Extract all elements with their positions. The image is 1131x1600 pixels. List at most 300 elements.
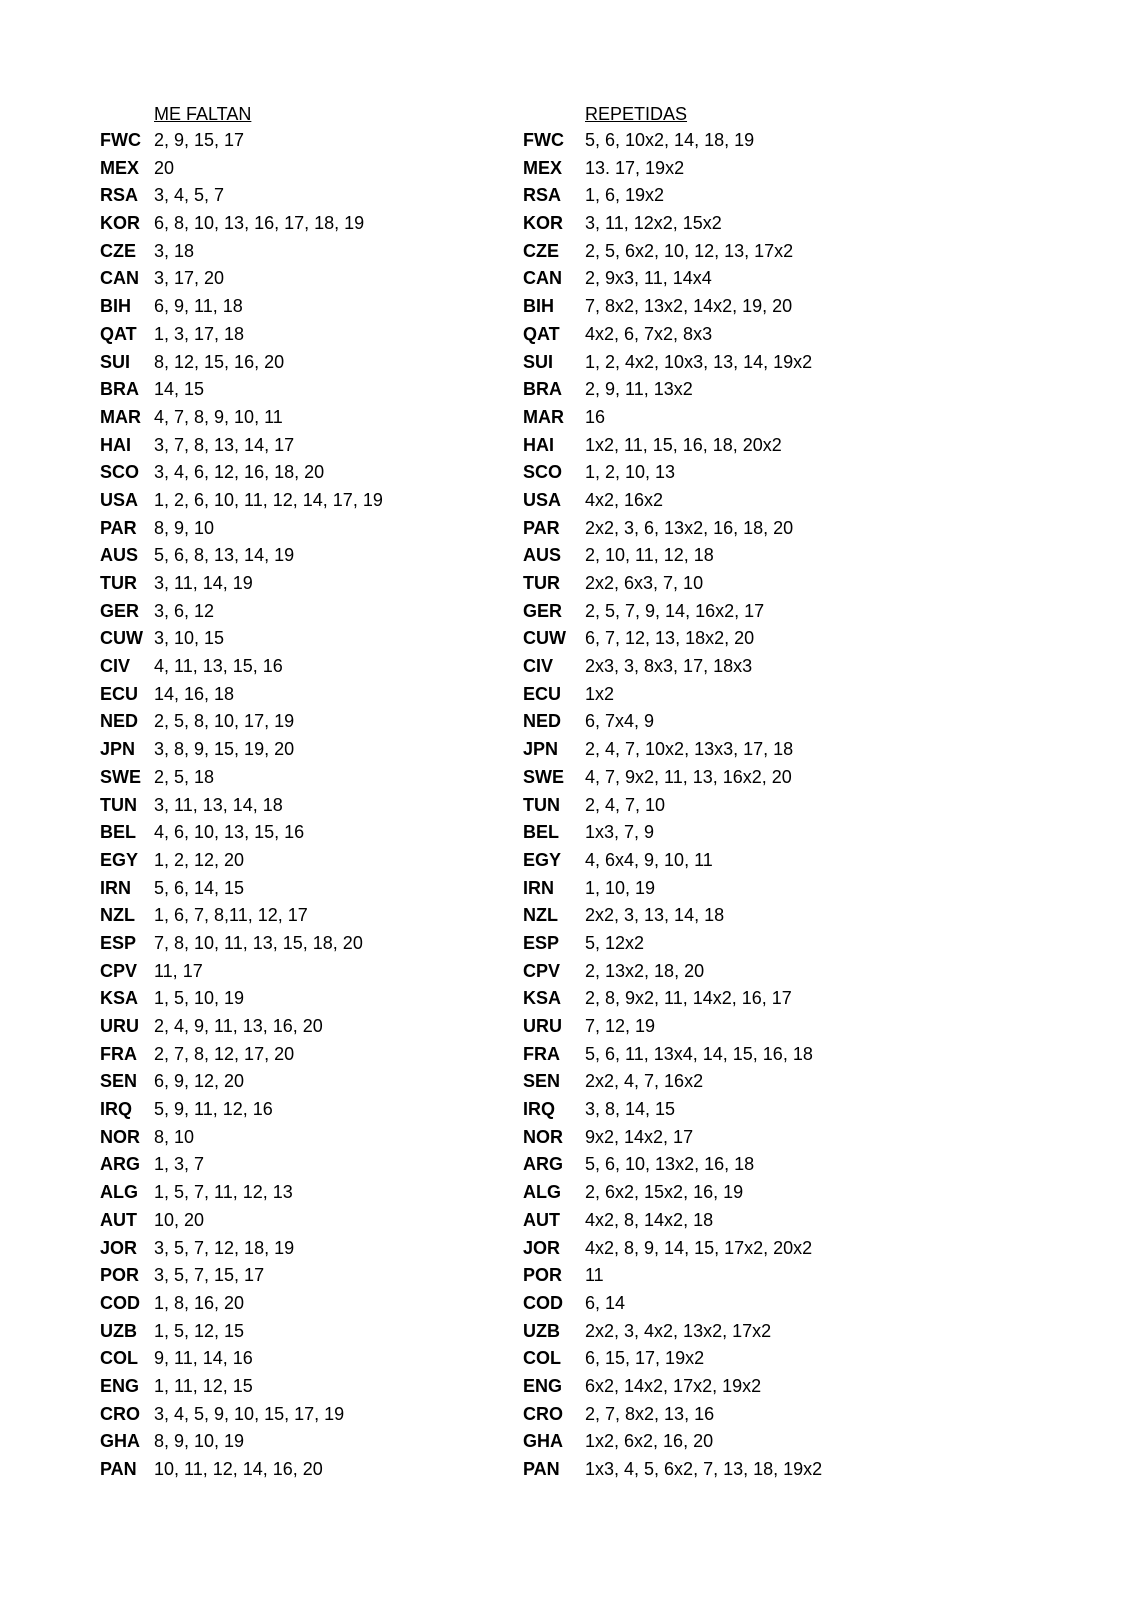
team-code: MAR [523,406,564,427]
list-row [100,1068,383,1096]
list-row [523,1068,822,1096]
list-row [100,1124,383,1152]
team-code: BIH [523,296,554,317]
team-code: PAR [100,517,137,538]
team-code: QAT [100,323,137,344]
sticker-numbers: 7, 8x2, 13x2, 14x2, 19, 20 [585,296,793,317]
list-row [523,847,822,875]
team-code: POR [100,1265,140,1286]
sticker-numbers: 3, 4, 5, 7 [154,185,225,206]
sticker-numbers: 4, 7, 9x2, 11, 13, 16x2, 20 [585,766,792,787]
list-row [100,819,383,847]
team-code: TUN [523,794,560,815]
sticker-numbers: 3, 6, 12 [154,600,215,621]
list-row [100,985,383,1013]
team-code: NZL [523,905,558,926]
sticker-numbers: 2x2, 3, 4x2, 13x2, 17x2 [585,1320,772,1341]
sticker-numbers: 6, 7x4, 9 [585,711,655,732]
list-row [523,238,822,266]
list-row [523,792,822,820]
duplicates-heading: REPETIDAS [585,104,688,124]
list-row [523,1456,822,1484]
team-code: SWE [100,766,142,787]
sticker-numbers: 4, 6, 10, 13, 15, 16 [154,822,305,843]
sticker-numbers: 9x2, 14x2, 17 [585,1126,694,1147]
team-code: ESP [100,932,137,953]
list-row [100,349,383,377]
list-row [100,1235,383,1263]
team-code: NED [523,711,562,732]
team-code: SCO [523,462,563,483]
sticker-numbers: 3, 10, 15 [154,628,225,649]
sticker-numbers: 5, 6, 14, 15 [154,877,245,898]
team-code: CPV [100,960,138,981]
list-row [100,847,383,875]
team-code: GHA [523,1431,563,1452]
team-code: COD [100,1292,140,1313]
team-code: NED [100,711,139,732]
team-code: QAT [523,323,560,344]
missing-list [100,127,383,1484]
team-code: KOR [100,213,140,234]
sticker-numbers: 1, 11, 12, 15 [154,1375,253,1396]
team-code: GER [523,600,563,621]
sticker-numbers: 2x2, 4, 7, 16x2 [585,1071,704,1092]
team-code: KOR [523,213,563,234]
list-row [523,1262,822,1290]
team-code: EGY [523,849,562,870]
team-code: ENG [523,1375,563,1396]
list-row [523,625,822,653]
team-code: USA [523,489,562,510]
list-row [100,293,383,321]
sticker-numbers: 8, 9, 10, 19 [154,1431,245,1452]
sticker-numbers: 7, 12, 19 [585,1016,656,1036]
team-code: JPN [100,739,136,760]
team-code: USA [100,489,139,510]
list-row [100,238,383,266]
team-code: ARG [523,1154,563,1175]
list-row [100,902,383,930]
sticker-numbers: 2, 5, 7, 9, 14, 16x2, 17 [585,600,765,621]
sticker-numbers: 4x2, 16x2 [585,489,664,510]
list-row [100,1179,383,1207]
sticker-numbers: 3, 11, 14, 19 [154,573,253,593]
team-code: JOR [100,1237,138,1258]
list-row [100,127,383,155]
list-row [523,349,822,377]
team-code: RSA [100,185,139,206]
sticker-numbers: 2, 9x3, 11, 14x4 [585,268,712,289]
team-code: CZE [100,240,136,261]
sticker-numbers: 2x2, 6x3, 7, 10 [585,573,704,593]
team-code: CZE [523,240,559,261]
team-code: ECU [523,683,562,704]
list-row [523,1096,822,1124]
list-row [523,432,822,460]
list-row [100,182,383,210]
team-code: CIV [100,656,131,677]
list-row [523,1428,822,1456]
sticker-numbers: 4x2, 8, 14x2, 18 [585,1209,714,1230]
sticker-numbers: 2, 4, 7, 10x2, 13x3, 17, 18 [585,739,794,760]
sticker-numbers: 6, 8, 10, 13, 16, 17, 18, 19 [154,213,365,234]
sticker-numbers: 8, 12, 15, 16, 20 [154,351,285,372]
sticker-numbers: 5, 6, 10x2, 14, 18, 19 [585,130,755,150]
team-code: JPN [523,739,559,760]
sticker-numbers: 2x3, 3, 8x3, 17, 18x3 [585,656,753,677]
sticker-numbers: 6x2, 14x2, 17x2, 19x2 [585,1375,762,1396]
team-code: IRN [523,877,554,898]
list-row [523,459,822,487]
list-row [523,487,822,515]
list-row [523,127,822,155]
team-code: GER [100,600,140,621]
list-row [523,1373,822,1401]
list-row [100,1428,383,1456]
team-code: CPV [523,960,561,981]
sticker-numbers: 1, 2, 10, 13 [585,462,676,483]
sticker-numbers: 1, 3, 7 [154,1154,205,1175]
team-code: PAN [100,1459,137,1479]
sticker-numbers: 1x2 [585,683,615,704]
sticker-numbers: 10, 20 [154,1209,205,1230]
team-code: FWC [523,130,564,150]
team-code: CRO [100,1403,140,1424]
team-code: MEX [100,157,140,178]
sticker-numbers: 5, 6, 8, 13, 14, 19 [154,545,295,566]
sticker-numbers: 8, 10 [154,1126,195,1147]
missing-stickers-column [100,101,383,1484]
sticker-numbers: 3, 5, 7, 12, 18, 19 [154,1237,295,1258]
team-code: UZB [523,1320,560,1341]
sticker-numbers: 2, 5, 18 [154,766,215,787]
sticker-numbers: 6, 15, 17, 19x2 [585,1348,705,1369]
sticker-numbers: 1, 2, 4x2, 10x3, 13, 14, 19x2 [585,351,813,372]
list-row [100,1013,383,1041]
team-code: AUT [100,1209,137,1230]
list-row [523,1235,822,1263]
list-row [100,958,383,986]
list-row [523,376,822,404]
sticker-numbers: 4, 7, 8, 9, 10, 11 [154,406,283,427]
sticker-numbers: 1, 2, 12, 20 [154,849,245,870]
team-code: MEX [523,157,563,178]
sticker-numbers: 6, 9, 12, 20 [154,1071,245,1092]
list-row [100,1207,383,1235]
list-row [523,764,822,792]
sticker-numbers: 9, 11, 14, 16 [154,1348,253,1369]
list-row [100,1151,383,1179]
team-code: CAN [523,268,562,289]
sticker-numbers: 5, 6, 11, 13x4, 14, 15, 16, 18 [585,1043,813,1064]
list-row [100,625,383,653]
list-row [523,819,822,847]
sticker-numbers: 1x2, 11, 15, 16, 18, 20x2 [585,434,782,455]
team-code: NOR [100,1126,140,1147]
list-row [523,875,822,903]
team-code: BRA [100,379,139,400]
team-code: ECU [100,683,139,704]
list-row [100,432,383,460]
list-row [523,1151,822,1179]
sticker-numbers: 14, 16, 18 [154,683,235,704]
list-row [523,653,822,681]
list-row [523,515,822,543]
list-row [523,681,822,709]
sticker-numbers: 4, 11, 13, 15, 16 [154,656,283,677]
sticker-numbers: 2, 7, 8, 12, 17, 20 [154,1043,295,1064]
sticker-numbers: 4, 6x4, 9, 10, 11 [585,849,713,870]
list-row [100,459,383,487]
list-row [523,1013,822,1041]
team-code: BEL [523,822,559,843]
team-code: ALG [100,1182,138,1203]
list-row [523,598,822,626]
team-code: JOR [523,1237,561,1258]
sticker-numbers: 11 [585,1265,604,1286]
sticker-numbers: 3, 8, 9, 15, 19, 20 [154,739,295,760]
sticker-numbers: 2, 9, 15, 17 [154,130,245,150]
team-code: COL [100,1348,138,1369]
team-code: URU [100,1016,139,1036]
list-row [523,542,822,570]
sticker-numbers: 2, 13x2, 18, 20 [585,960,705,981]
team-code: SCO [100,462,140,483]
list-row [523,708,822,736]
team-code: UZB [100,1320,137,1341]
list-row [523,182,822,210]
team-code: COL [523,1348,561,1369]
list-row [100,515,383,543]
team-code: CUW [523,628,566,649]
list-row [100,598,383,626]
list-row [100,764,383,792]
sticker-numbers: 5, 12x2 [585,932,645,953]
team-code: MAR [100,406,141,427]
team-code: BEL [100,822,136,843]
sticker-numbers: 16 [585,406,606,427]
list-row [523,570,822,598]
list-row [100,1041,383,1069]
sticker-numbers: 3, 4, 5, 9, 10, 15, 17, 19 [154,1403,345,1424]
team-code: IRQ [523,1099,556,1120]
team-code: COD [523,1292,563,1313]
sticker-numbers: 2, 4, 9, 11, 13, 16, 20 [154,1016,323,1036]
sticker-numbers: 3, 11, 13, 14, 18 [154,794,283,815]
list-row [100,653,383,681]
sticker-numbers: 2, 8, 9x2, 11, 14x2, 16, 17 [585,988,792,1009]
sticker-numbers: 3, 8, 14, 15 [585,1099,676,1120]
list-row [100,1318,383,1346]
sticker-numbers: 6, 9, 11, 18 [154,296,243,317]
list-row [523,1179,822,1207]
team-code: TUR [100,573,137,593]
list-row [523,1207,822,1235]
list-row [100,155,383,183]
team-code: ALG [523,1182,561,1203]
sticker-numbers: 20 [154,157,175,178]
team-code: RSA [523,185,562,206]
duplicates-column [523,101,822,1484]
list-row [100,542,383,570]
team-code: CIV [523,656,554,677]
sticker-numbers: 1, 5, 10, 19 [154,988,245,1009]
sticker-numbers: 1, 3, 17, 18 [154,323,245,344]
list-row [100,1401,383,1429]
team-code: IRQ [100,1099,133,1120]
sticker-numbers: 3, 7, 8, 13, 14, 17 [154,434,295,455]
list-row [523,902,822,930]
list-row [100,404,383,432]
team-code: NOR [523,1126,563,1147]
team-code: AUS [100,545,139,566]
list-row [100,930,383,958]
sticker-numbers: 4x2, 6, 7x2, 8x3 [585,323,713,344]
sticker-numbers: 1, 8, 16, 20 [154,1292,245,1313]
sticker-numbers: 2, 5, 6x2, 10, 12, 13, 17x2 [585,240,794,261]
team-code: HAI [523,434,554,455]
list-row [523,1290,822,1318]
sticker-numbers: 13. 17, 19x2 [585,157,685,178]
list-row [100,487,383,515]
list-row [100,1345,383,1373]
sticker-numbers: 3, 17, 20 [154,268,225,289]
team-code: GHA [100,1431,140,1452]
sticker-numbers: 2, 10, 11, 12, 18 [585,545,714,566]
sticker-numbers: 6, 7, 12, 13, 18x2, 20 [585,628,755,649]
team-code: KSA [100,988,139,1009]
team-code: POR [523,1265,563,1286]
team-code: EGY [100,849,139,870]
team-code: TUR [523,573,560,593]
list-row [523,736,822,764]
list-row [100,1373,383,1401]
sticker-numbers: 1, 2, 6, 10, 11, 12, 14, 17, 19 [154,489,383,510]
sticker-numbers: 1x2, 6x2, 16, 20 [585,1431,714,1452]
list-row [523,1318,822,1346]
sticker-numbers: 7, 8, 10, 11, 13, 15, 18, 20 [154,932,363,953]
team-code: SUI [523,351,554,372]
team-code: FWC [100,130,141,150]
sticker-numbers: 2, 7, 8x2, 13, 16 [585,1403,715,1424]
team-code: PAN [523,1459,560,1479]
list-row [100,1096,383,1124]
sticker-numbers: 2, 9, 11, 13x2 [585,379,693,400]
team-code: SUI [100,351,131,372]
list-row [523,985,822,1013]
team-code: TUN [100,794,137,815]
list-row [523,155,822,183]
list-row [100,210,383,238]
sticker-numbers: 14, 15 [154,379,205,400]
team-code: FRA [523,1043,560,1064]
list-row [523,321,822,349]
team-code: HAI [100,434,131,455]
sticker-numbers: 1, 10, 19 [585,877,656,898]
list-row [100,376,383,404]
list-row [100,1290,383,1318]
missing-heading: ME FALTAN [154,104,252,124]
list-row [523,1345,822,1373]
sticker-numbers: 2x2, 3, 13, 14, 18 [585,905,725,926]
list-row [100,321,383,349]
team-code: KSA [523,988,562,1009]
list-row [523,930,822,958]
sticker-numbers: 11, 17 [154,960,203,981]
team-code: URU [523,1016,562,1036]
sticker-numbers: 2, 5, 8, 10, 17, 19 [154,711,295,732]
team-code: SEN [523,1071,561,1092]
list-row [523,404,822,432]
list-row [100,875,383,903]
sticker-numbers: 3, 4, 6, 12, 16, 18, 20 [154,462,325,483]
list-row [100,570,383,598]
sticker-numbers: 1, 5, 12, 15 [154,1320,245,1341]
list-row [100,265,383,293]
sticker-numbers: 3, 11, 12x2, 15x2 [585,213,722,234]
team-code: BRA [523,379,562,400]
list-row [523,210,822,238]
list-row [100,681,383,709]
sticker-numbers: 1, 5, 7, 11, 12, 13 [154,1182,293,1203]
list-row [100,736,383,764]
list-row [523,265,822,293]
sticker-numbers: 1x3, 4, 5, 6x2, 7, 13, 18, 19x2 [585,1459,823,1479]
sticker-numbers: 2x2, 3, 6, 13x2, 16, 18, 20 [585,517,794,538]
team-code: CUW [100,628,143,649]
list-row [100,792,383,820]
team-code: SEN [100,1071,138,1092]
sticker-numbers: 1, 6, 7, 8,11, 12, 17 [154,905,308,926]
team-code: ENG [100,1375,140,1396]
sticker-numbers: 3, 18 [154,240,195,261]
sticker-numbers: 5, 6, 10, 13x2, 16, 18 [585,1154,755,1175]
list-row [100,708,383,736]
sticker-numbers: 5, 9, 11, 12, 16 [154,1099,273,1120]
team-code: PAR [523,517,560,538]
list-row [100,1456,383,1484]
sticker-numbers: 6, 14 [585,1292,626,1313]
team-code: AUT [523,1209,560,1230]
sticker-numbers: 1x3, 7, 9 [585,822,655,843]
sticker-numbers: 1, 6, 19x2 [585,185,665,206]
list-row [523,1041,822,1069]
team-code: FRA [100,1043,137,1064]
list-row [523,1124,822,1152]
sticker-numbers: 2, 4, 7, 10 [585,794,666,815]
list-row [100,1262,383,1290]
sticker-numbers: 2, 6x2, 15x2, 16, 19 [585,1182,744,1203]
team-code: BIH [100,296,131,317]
sticker-numbers: 4x2, 8, 9, 14, 15, 17x2, 20x2 [585,1237,813,1258]
team-code: CAN [100,268,139,289]
team-code: AUS [523,545,562,566]
list-row [523,958,822,986]
sticker-numbers: 3, 5, 7, 15, 17 [154,1265,265,1286]
team-code: IRN [100,877,131,898]
team-code: CRO [523,1403,563,1424]
list-row [523,1401,822,1429]
list-row [523,293,822,321]
team-code: SWE [523,766,565,787]
team-code: ARG [100,1154,140,1175]
sticker-numbers: 8, 9, 10 [154,517,215,538]
team-code: NZL [100,905,135,926]
team-code: ESP [523,932,560,953]
duplicates-list [523,127,822,1484]
sticker-numbers: 10, 11, 12, 14, 16, 20 [154,1459,323,1479]
